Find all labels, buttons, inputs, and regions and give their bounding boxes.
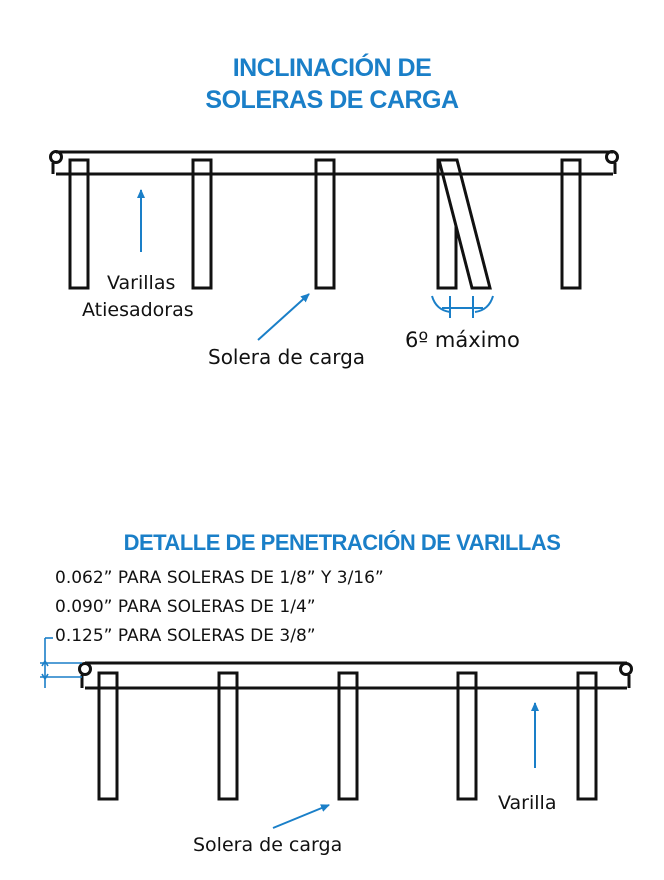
angle-dimension bbox=[432, 296, 493, 318]
penetration-dimension bbox=[40, 638, 82, 688]
section2-title: DETALLE DE PENETRACIÓN DE VARILLAS bbox=[123, 530, 561, 555]
spec-line-2: 0.090” PARA SOLERAS DE 1/4” bbox=[55, 597, 316, 617]
arrow-solera-1 bbox=[258, 294, 309, 340]
bearing-bar-1a bbox=[70, 160, 88, 288]
bearing-bar-2a bbox=[99, 673, 117, 799]
label-angle-maximum: 6º máximo bbox=[405, 328, 520, 352]
bearing-bar-2b bbox=[219, 673, 237, 799]
spec-line-1: 0.062” PARA SOLERAS DE 1/8” Y 3/16” bbox=[55, 568, 384, 588]
label-varillas-line2: Atiesadoras bbox=[82, 299, 194, 321]
section1-title-line2: SOLERAS DE CARGA bbox=[205, 86, 459, 114]
spec-line-3: 0.125” PARA SOLERAS DE 3/8” bbox=[55, 626, 316, 646]
label-varilla: Varilla bbox=[498, 792, 557, 814]
diagram-1 bbox=[51, 152, 618, 289]
section1-title-line1: INCLINACIÓN DE bbox=[232, 54, 432, 82]
arrow-solera-2 bbox=[273, 805, 329, 828]
bearing-bar-1c bbox=[316, 160, 334, 288]
diagram-2 bbox=[80, 663, 632, 799]
bearing-bar-2c bbox=[339, 673, 357, 799]
bearing-bar-2d bbox=[458, 673, 476, 799]
label-solera-de-carga-1: Solera de carga bbox=[208, 345, 366, 369]
bearing-bar-2e bbox=[578, 673, 596, 799]
label-solera-de-carga-2: Solera de carga bbox=[193, 834, 343, 856]
bearing-bar-1b bbox=[193, 160, 211, 288]
bearing-bar-1f bbox=[562, 160, 580, 288]
label-varillas-line1: Varillas bbox=[107, 272, 176, 294]
